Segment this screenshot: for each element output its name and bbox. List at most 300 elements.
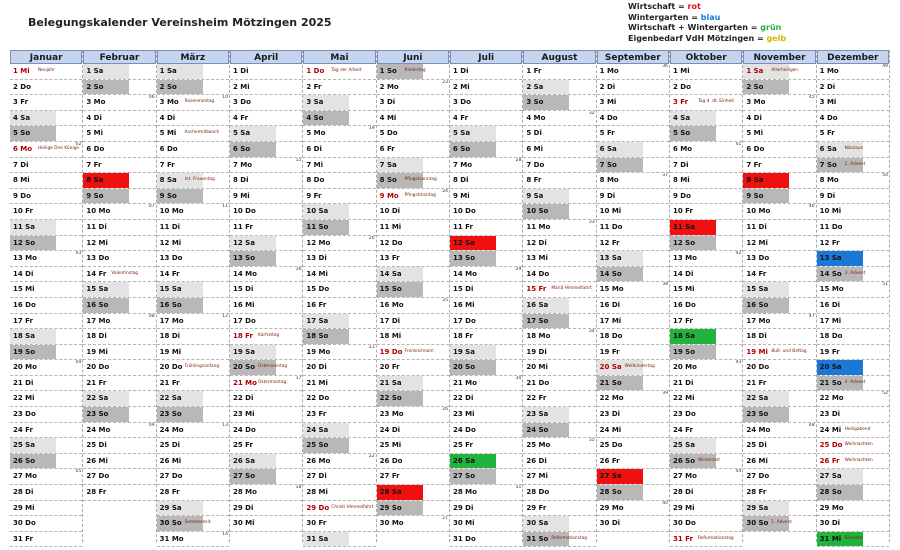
day-cell[interactable] [303, 438, 375, 454]
day-cell[interactable] [743, 251, 815, 267]
day-cell[interactable] [450, 95, 522, 111]
day-cell[interactable] [157, 329, 229, 345]
day-cell[interactable] [303, 204, 375, 220]
day-cell[interactable] [670, 236, 742, 252]
day-cell[interactable] [450, 469, 522, 485]
day-cell[interactable] [450, 314, 522, 330]
day-cell[interactable] [743, 516, 815, 532]
day-cell[interactable] [10, 126, 82, 142]
day-cell[interactable] [10, 516, 82, 532]
day-cell[interactable] [817, 376, 889, 392]
day-cell[interactable] [83, 158, 155, 174]
day-cell[interactable] [303, 469, 375, 485]
day-cell[interactable] [523, 173, 595, 189]
day-cell[interactable] [523, 64, 595, 80]
day-cell[interactable] [670, 189, 742, 205]
day-cell[interactable] [230, 516, 302, 532]
day-cell[interactable] [230, 189, 302, 205]
day-cell[interactable] [83, 345, 155, 361]
day-cell[interactable] [817, 314, 889, 330]
day-cell[interactable] [303, 423, 375, 439]
day-cell[interactable] [377, 329, 449, 345]
day-cell[interactable] [230, 454, 302, 470]
day-cell[interactable] [377, 189, 449, 205]
day-cell[interactable] [597, 282, 669, 298]
day-cell[interactable] [157, 204, 229, 220]
day-cell[interactable] [303, 158, 375, 174]
day-cell[interactable] [670, 423, 742, 439]
day-cell[interactable] [230, 220, 302, 236]
day-cell[interactable] [597, 438, 669, 454]
day-cell[interactable] [597, 298, 669, 314]
day-cell[interactable] [670, 80, 742, 96]
day-cell[interactable] [523, 360, 595, 376]
day-cell[interactable] [670, 407, 742, 423]
day-cell[interactable] [10, 314, 82, 330]
day-cell[interactable] [230, 345, 302, 361]
day-cell[interactable] [83, 314, 155, 330]
day-cell[interactable] [597, 236, 669, 252]
day-cell[interactable] [743, 173, 815, 189]
day-cell[interactable] [597, 126, 669, 142]
day-cell[interactable] [450, 267, 522, 283]
day-cell[interactable] [83, 236, 155, 252]
day-cell[interactable] [670, 298, 742, 314]
day-cell[interactable] [230, 469, 302, 485]
day-cell[interactable] [157, 345, 229, 361]
day-cell[interactable] [743, 298, 815, 314]
day-cell[interactable] [523, 376, 595, 392]
day-cell[interactable] [523, 314, 595, 330]
day-cell[interactable] [597, 360, 669, 376]
day-cell[interactable] [523, 204, 595, 220]
day-cell[interactable] [303, 173, 375, 189]
day-cell[interactable] [230, 80, 302, 96]
day-cell[interactable] [157, 95, 229, 111]
day-cell[interactable] [450, 485, 522, 501]
day-cell[interactable] [597, 501, 669, 517]
day-cell[interactable] [83, 454, 155, 470]
day-cell[interactable] [230, 376, 302, 392]
day-cell[interactable] [743, 345, 815, 361]
day-cell[interactable] [157, 189, 229, 205]
day-cell[interactable] [743, 407, 815, 423]
day-cell[interactable] [10, 360, 82, 376]
day-cell[interactable] [523, 501, 595, 517]
day-cell[interactable] [817, 516, 889, 532]
day-cell[interactable] [10, 204, 82, 220]
day-cell[interactable] [230, 236, 302, 252]
day-cell[interactable] [817, 391, 889, 407]
day-cell[interactable] [10, 173, 82, 189]
day-cell[interactable] [450, 407, 522, 423]
day-cell[interactable] [817, 267, 889, 283]
day-cell[interactable] [303, 298, 375, 314]
day-cell[interactable] [450, 189, 522, 205]
day-cell[interactable] [10, 469, 82, 485]
day-cell[interactable] [303, 329, 375, 345]
day-cell[interactable] [377, 516, 449, 532]
day-cell[interactable] [523, 126, 595, 142]
day-cell[interactable] [83, 64, 155, 80]
day-cell[interactable] [303, 95, 375, 111]
day-cell[interactable] [670, 391, 742, 407]
day-cell[interactable] [743, 126, 815, 142]
day-cell[interactable] [377, 126, 449, 142]
day-cell[interactable] [670, 532, 742, 548]
day-cell[interactable] [303, 485, 375, 501]
day-cell[interactable] [230, 329, 302, 345]
day-cell[interactable] [303, 142, 375, 158]
day-cell[interactable] [303, 64, 375, 80]
day-cell[interactable] [817, 345, 889, 361]
day-cell[interactable] [303, 345, 375, 361]
day-cell[interactable] [523, 158, 595, 174]
day-cell[interactable] [817, 407, 889, 423]
day-cell[interactable] [597, 329, 669, 345]
day-cell[interactable] [817, 64, 889, 80]
day-cell[interactable] [230, 314, 302, 330]
day-cell[interactable] [450, 236, 522, 252]
day-cell[interactable] [450, 298, 522, 314]
day-cell[interactable] [10, 454, 82, 470]
day-cell[interactable] [377, 360, 449, 376]
day-cell[interactable] [377, 158, 449, 174]
day-cell[interactable] [303, 501, 375, 517]
day-cell[interactable] [450, 454, 522, 470]
day-cell[interactable] [817, 423, 889, 439]
day-cell[interactable] [377, 469, 449, 485]
day-cell[interactable] [83, 95, 155, 111]
day-cell[interactable] [83, 251, 155, 267]
day-cell[interactable] [523, 345, 595, 361]
day-cell[interactable] [670, 126, 742, 142]
day-cell[interactable] [670, 345, 742, 361]
day-cell[interactable] [450, 158, 522, 174]
day-cell[interactable] [670, 173, 742, 189]
day-cell[interactable] [303, 251, 375, 267]
day-cell[interactable] [670, 158, 742, 174]
day-cell[interactable] [597, 391, 669, 407]
day-cell[interactable] [450, 220, 522, 236]
day-cell[interactable] [523, 516, 595, 532]
day-cell[interactable] [597, 142, 669, 158]
day-cell[interactable] [83, 360, 155, 376]
day-cell[interactable] [817, 158, 889, 174]
day-cell[interactable] [743, 282, 815, 298]
day-cell[interactable] [303, 126, 375, 142]
day-cell[interactable] [743, 329, 815, 345]
day-cell[interactable] [670, 501, 742, 517]
day-cell[interactable] [377, 391, 449, 407]
day-cell[interactable] [817, 80, 889, 96]
day-cell[interactable] [157, 220, 229, 236]
day-cell[interactable] [523, 329, 595, 345]
day-cell[interactable] [230, 64, 302, 80]
day-cell[interactable] [83, 423, 155, 439]
day-cell[interactable] [817, 298, 889, 314]
day-cell[interactable] [743, 95, 815, 111]
day-cell[interactable] [83, 111, 155, 127]
day-cell[interactable] [10, 189, 82, 205]
day-cell[interactable] [377, 314, 449, 330]
day-cell[interactable] [523, 423, 595, 439]
day-cell[interactable] [303, 314, 375, 330]
day-cell[interactable] [817, 360, 889, 376]
day-cell[interactable] [230, 173, 302, 189]
day-cell[interactable] [450, 423, 522, 439]
day-cell[interactable] [83, 204, 155, 220]
day-cell[interactable] [743, 501, 815, 517]
day-cell[interactable] [523, 251, 595, 267]
day-cell[interactable] [817, 173, 889, 189]
day-cell[interactable] [157, 423, 229, 439]
day-cell[interactable] [157, 111, 229, 127]
day-cell[interactable] [523, 282, 595, 298]
day-cell[interactable] [450, 173, 522, 189]
day-cell[interactable] [377, 267, 449, 283]
day-cell[interactable] [10, 376, 82, 392]
day-cell[interactable] [303, 376, 375, 392]
day-cell[interactable] [83, 329, 155, 345]
day-cell[interactable] [670, 516, 742, 532]
day-cell[interactable] [10, 407, 82, 423]
day-cell[interactable] [377, 438, 449, 454]
day-cell[interactable] [597, 220, 669, 236]
day-cell[interactable] [817, 126, 889, 142]
day-cell[interactable] [157, 267, 229, 283]
day-cell[interactable] [377, 423, 449, 439]
day-cell[interactable] [743, 236, 815, 252]
day-cell[interactable] [157, 80, 229, 96]
day-cell[interactable] [303, 282, 375, 298]
day-cell[interactable] [817, 95, 889, 111]
day-cell[interactable] [523, 391, 595, 407]
day-cell[interactable] [523, 267, 595, 283]
day-cell[interactable] [377, 298, 449, 314]
day-cell[interactable] [83, 485, 155, 501]
day-cell[interactable] [597, 407, 669, 423]
day-cell[interactable] [743, 454, 815, 470]
day-cell[interactable] [523, 80, 595, 96]
day-cell[interactable] [597, 80, 669, 96]
day-cell[interactable] [377, 454, 449, 470]
day-cell[interactable] [597, 267, 669, 283]
day-cell[interactable] [670, 485, 742, 501]
day-cell[interactable] [157, 438, 229, 454]
day-cell[interactable] [10, 111, 82, 127]
day-cell[interactable] [450, 64, 522, 80]
day-cell[interactable] [817, 189, 889, 205]
day-cell[interactable] [157, 454, 229, 470]
day-cell[interactable] [450, 516, 522, 532]
day-cell[interactable] [743, 438, 815, 454]
day-cell[interactable] [303, 407, 375, 423]
day-cell[interactable] [597, 314, 669, 330]
day-cell[interactable] [157, 236, 229, 252]
day-cell[interactable] [157, 532, 229, 548]
day-cell[interactable] [303, 391, 375, 407]
day-cell[interactable] [230, 95, 302, 111]
day-cell[interactable] [523, 407, 595, 423]
day-cell[interactable] [523, 236, 595, 252]
day-cell[interactable] [83, 220, 155, 236]
day-cell[interactable] [230, 204, 302, 220]
day-cell[interactable] [10, 345, 82, 361]
day-cell[interactable] [230, 391, 302, 407]
day-cell[interactable] [450, 142, 522, 158]
day-cell[interactable] [83, 282, 155, 298]
day-cell[interactable] [743, 189, 815, 205]
day-cell[interactable] [83, 298, 155, 314]
day-cell[interactable] [10, 158, 82, 174]
day-cell[interactable] [523, 220, 595, 236]
day-cell[interactable] [743, 142, 815, 158]
day-cell[interactable] [670, 376, 742, 392]
day-cell[interactable] [743, 469, 815, 485]
day-cell[interactable] [817, 282, 889, 298]
day-cell[interactable] [597, 376, 669, 392]
day-cell[interactable] [523, 189, 595, 205]
day-cell[interactable] [743, 204, 815, 220]
day-cell[interactable] [670, 360, 742, 376]
day-cell[interactable] [303, 267, 375, 283]
day-cell[interactable] [10, 282, 82, 298]
day-cell[interactable] [303, 516, 375, 532]
day-cell[interactable] [670, 438, 742, 454]
day-cell[interactable] [450, 282, 522, 298]
day-cell[interactable] [743, 360, 815, 376]
day-cell[interactable] [450, 391, 522, 407]
day-cell[interactable] [597, 111, 669, 127]
day-cell[interactable] [10, 485, 82, 501]
day-cell[interactable] [157, 391, 229, 407]
day-cell[interactable] [377, 345, 449, 361]
day-cell[interactable] [670, 220, 742, 236]
day-cell[interactable] [230, 142, 302, 158]
day-cell[interactable] [303, 360, 375, 376]
day-cell[interactable] [377, 236, 449, 252]
day-cell[interactable] [597, 189, 669, 205]
day-cell[interactable] [230, 438, 302, 454]
day-cell[interactable] [450, 251, 522, 267]
day-cell[interactable] [157, 501, 229, 517]
day-cell[interactable] [83, 391, 155, 407]
day-cell[interactable] [450, 80, 522, 96]
day-cell[interactable] [377, 501, 449, 517]
day-cell[interactable] [670, 111, 742, 127]
day-cell[interactable] [230, 251, 302, 267]
day-cell[interactable] [523, 532, 595, 548]
day-cell[interactable] [377, 204, 449, 220]
day-cell[interactable] [10, 64, 82, 80]
day-cell[interactable] [230, 158, 302, 174]
day-cell[interactable] [597, 454, 669, 470]
day-cell[interactable] [303, 80, 375, 96]
day-cell[interactable] [817, 438, 889, 454]
day-cell[interactable] [230, 423, 302, 439]
day-cell[interactable] [157, 469, 229, 485]
day-cell[interactable] [450, 532, 522, 548]
day-cell[interactable] [10, 142, 82, 158]
day-cell[interactable] [670, 64, 742, 80]
day-cell[interactable] [230, 126, 302, 142]
day-cell[interactable] [83, 173, 155, 189]
day-cell[interactable] [377, 251, 449, 267]
day-cell[interactable] [10, 438, 82, 454]
day-cell[interactable] [743, 80, 815, 96]
day-cell[interactable] [817, 236, 889, 252]
day-cell[interactable] [83, 126, 155, 142]
day-cell[interactable] [157, 516, 229, 532]
day-cell[interactable] [817, 469, 889, 485]
day-cell[interactable] [597, 251, 669, 267]
day-cell[interactable] [157, 64, 229, 80]
day-cell[interactable] [157, 126, 229, 142]
day-cell[interactable] [230, 267, 302, 283]
day-cell[interactable] [377, 220, 449, 236]
day-cell[interactable] [10, 95, 82, 111]
day-cell[interactable] [817, 251, 889, 267]
day-cell[interactable] [743, 485, 815, 501]
day-cell[interactable] [597, 204, 669, 220]
day-cell[interactable] [377, 173, 449, 189]
day-cell[interactable] [450, 329, 522, 345]
day-cell[interactable] [817, 501, 889, 517]
day-cell[interactable] [303, 454, 375, 470]
day-cell[interactable] [523, 111, 595, 127]
day-cell[interactable] [817, 454, 889, 470]
day-cell[interactable] [377, 376, 449, 392]
day-cell[interactable] [157, 173, 229, 189]
day-cell[interactable] [10, 423, 82, 439]
day-cell[interactable] [670, 204, 742, 220]
day-cell[interactable] [743, 158, 815, 174]
day-cell[interactable] [230, 298, 302, 314]
day-cell[interactable] [157, 360, 229, 376]
day-cell[interactable] [10, 298, 82, 314]
day-cell[interactable] [377, 142, 449, 158]
day-cell[interactable] [597, 158, 669, 174]
day-cell[interactable] [450, 126, 522, 142]
day-cell[interactable] [743, 391, 815, 407]
day-cell[interactable] [817, 111, 889, 127]
day-cell[interactable] [303, 236, 375, 252]
day-cell[interactable] [83, 80, 155, 96]
day-cell[interactable] [10, 501, 82, 517]
day-cell[interactable] [303, 189, 375, 205]
day-cell[interactable] [597, 423, 669, 439]
day-cell[interactable] [597, 173, 669, 189]
day-cell[interactable] [743, 64, 815, 80]
day-cell[interactable] [670, 251, 742, 267]
day-cell[interactable] [450, 345, 522, 361]
day-cell[interactable] [157, 251, 229, 267]
day-cell[interactable] [377, 111, 449, 127]
day-cell[interactable] [230, 485, 302, 501]
day-cell[interactable] [743, 220, 815, 236]
day-cell[interactable] [377, 80, 449, 96]
day-cell[interactable] [377, 485, 449, 501]
day-cell[interactable] [157, 485, 229, 501]
day-cell[interactable] [743, 111, 815, 127]
day-cell[interactable] [743, 376, 815, 392]
day-cell[interactable] [377, 407, 449, 423]
day-cell[interactable] [597, 345, 669, 361]
day-cell[interactable] [157, 407, 229, 423]
day-cell[interactable] [157, 298, 229, 314]
day-cell[interactable] [817, 329, 889, 345]
